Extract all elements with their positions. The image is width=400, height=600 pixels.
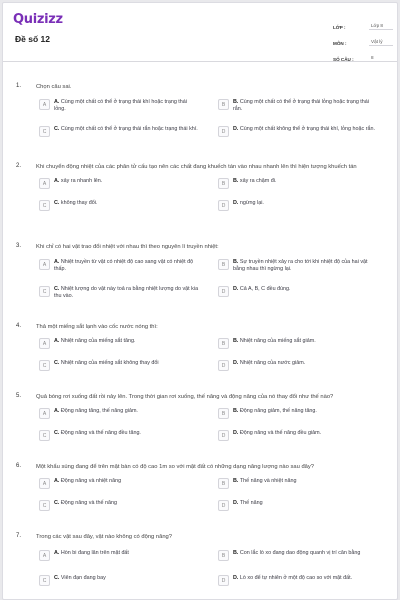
answer-option-b[interactable]	[218, 550, 378, 561]
option-text	[54, 500, 199, 507]
subject-label: MÔN :	[333, 41, 347, 46]
answer-option-a[interactable]	[39, 550, 199, 561]
question-text: Trong các vật sau đây, vật nào không có động năng?	[36, 534, 172, 540]
question-text: Chọn câu sai.	[36, 84, 72, 90]
option-text	[233, 478, 378, 485]
option-text	[233, 338, 378, 345]
option-letter-box: A	[39, 259, 50, 270]
option-key: C.	[54, 575, 60, 581]
option-text	[54, 338, 199, 345]
option-body: Cùng một chất không thể ở trạng thái khí, lỏng hoặc rắn.	[239, 126, 375, 132]
option-body: Cùng một chất có thể ở trạng thái rắn hoặc trạng thái khí.	[60, 126, 198, 132]
exam-title: Đề số 12	[15, 34, 50, 44]
answer-option-d[interactable]	[218, 500, 378, 511]
option-letter-box: B	[218, 550, 229, 561]
option-key: A.	[54, 478, 60, 484]
option-key: B.	[233, 550, 239, 556]
question-number: 7.	[16, 533, 22, 539]
answer-option-c[interactable]	[39, 360, 199, 371]
option-letter-box: B	[218, 259, 229, 270]
option-letter-box: D	[218, 286, 229, 297]
option-key: C.	[54, 200, 60, 206]
answer-option-d[interactable]	[218, 126, 378, 137]
question-text: Khi chỉ có hai vật trao đổi nhiệt với nhau thì theo nguyên lí truyền nhiệt:	[36, 244, 219, 250]
option-body: Nhiệt năng của miếng sắt giảm.	[239, 338, 316, 344]
option-key: C.	[54, 430, 60, 436]
option-letter-box: D	[218, 500, 229, 511]
answer-option-a[interactable]	[39, 178, 199, 189]
option-body: Động năng và thế năng	[60, 500, 117, 506]
option-body: không thay đổi.	[60, 200, 98, 206]
answer-option-c[interactable]	[39, 126, 199, 137]
option-body: Nhiệt năng của nước giảm.	[239, 360, 306, 366]
option-body: Động năng và thế năng đều tăng.	[60, 430, 141, 436]
answer-option-a[interactable]	[39, 478, 199, 489]
option-text	[54, 430, 199, 437]
option-text	[54, 286, 199, 301]
option-key: D.	[233, 500, 239, 506]
option-letter-box: C	[39, 575, 50, 586]
option-body: Nhiệt truyền từ vật có nhiệt độ cao sang vật có nhiệt độ thấp.	[54, 259, 194, 273]
option-key: B.	[233, 259, 239, 265]
answer-option-d[interactable]	[218, 430, 378, 441]
option-body: Thế năng và nhiệt năng	[239, 478, 297, 484]
question-text: Quả bóng rơi xuống đất rồi nảy lên. Trong thời gian rơi xuống, thế năng và động năng của nó thay đổi như thế nào?	[36, 394, 334, 400]
option-letter-box: D	[218, 360, 229, 371]
option-text	[54, 360, 199, 367]
option-letter-box: B	[218, 478, 229, 489]
question-count-row	[333, 48, 393, 62]
worksheet-header	[3, 3, 397, 61]
question-number: 6.	[16, 463, 22, 469]
question-count-label: SỐ CÂU :	[333, 57, 354, 62]
option-body: Con lắc lò xo đang dao động quanh vị trí cân bằng	[239, 550, 361, 556]
option-key: A.	[54, 338, 60, 344]
option-body: xảy ra chậm đi.	[239, 178, 277, 184]
answer-option-b[interactable]	[218, 99, 378, 114]
option-letter-box: B	[218, 338, 229, 349]
option-letter-box: C	[39, 500, 50, 511]
quizizz-logo: Quizizz	[13, 12, 63, 27]
option-text	[233, 259, 378, 274]
answer-option-d[interactable]	[218, 200, 378, 211]
question-text: Một khẩu súng đang để trên mặt bàn có độ cao 1m so với mặt đất có những dạng năng lượng nào sau đây?	[36, 464, 315, 470]
option-key: A.	[54, 178, 60, 184]
subject-row	[333, 32, 393, 46]
option-letter-box: A	[39, 99, 50, 110]
option-text	[54, 178, 199, 185]
question-number: 4.	[16, 323, 22, 329]
option-key: A.	[54, 259, 60, 265]
answer-option-d[interactable]	[218, 575, 378, 586]
question-text: Thả một miếng sắt lạnh vào cốc nước nóng thì:	[36, 324, 158, 330]
answer-option-a[interactable]	[39, 408, 199, 419]
option-key: D.	[233, 126, 239, 132]
option-text	[233, 286, 378, 293]
question-count-value: 8	[369, 55, 393, 62]
answer-option-b[interactable]	[218, 178, 378, 189]
option-text	[233, 408, 378, 415]
option-letter-box: A	[39, 478, 50, 489]
option-text	[233, 575, 378, 582]
option-text	[54, 99, 199, 114]
question-number: 2.	[16, 163, 22, 169]
option-key: C.	[54, 126, 60, 132]
option-letter-box: D	[218, 430, 229, 441]
option-letter-box: C	[39, 430, 50, 441]
option-key: C.	[54, 500, 60, 506]
option-text	[233, 550, 378, 557]
option-text	[233, 500, 378, 507]
question-number: 5.	[16, 393, 22, 399]
option-key: B.	[233, 178, 239, 184]
option-key: B.	[233, 99, 239, 105]
answer-option-c[interactable]	[39, 575, 199, 586]
answer-option-a[interactable]	[39, 259, 199, 274]
option-letter-box: D	[218, 126, 229, 137]
option-letter-box: A	[39, 550, 50, 561]
worksheet-page	[2, 2, 398, 600]
option-letter-box: B	[218, 178, 229, 189]
option-key: A.	[54, 99, 60, 105]
option-body: Động năng tăng, thế năng giảm.	[60, 408, 138, 414]
option-body: Lò xo để tự nhiên ở một độ cao so với mặt đất.	[239, 575, 353, 581]
option-text	[54, 550, 199, 557]
option-body: Động năng giảm, thế năng tăng.	[239, 408, 317, 414]
option-text	[54, 408, 199, 415]
option-key: C.	[54, 286, 60, 292]
option-text	[233, 99, 378, 114]
answer-option-a[interactable]	[39, 338, 199, 349]
option-letter-box: A	[39, 338, 50, 349]
option-key: B.	[233, 478, 239, 484]
answer-option-a[interactable]	[39, 99, 199, 114]
option-body: Cả A, B, C đều đúng.	[239, 286, 291, 292]
option-body: Nhiệt năng của miếng sắt không thay đổi	[60, 360, 159, 366]
option-body: ngừng lại.	[239, 200, 264, 206]
class-row	[333, 16, 393, 30]
option-letter-box: C	[39, 286, 50, 297]
question-number: 1.	[16, 83, 22, 89]
option-key: D.	[233, 286, 239, 292]
option-body: Nhiệt lượng do vật này toả ra bằng nhiệt lượng do vật kia thu vào.	[54, 286, 199, 300]
answer-option-b[interactable]	[218, 259, 378, 274]
option-key: A.	[54, 550, 60, 556]
answer-option-b[interactable]	[218, 478, 378, 489]
option-body: Thế năng	[239, 500, 263, 506]
answer-option-d[interactable]	[218, 360, 378, 371]
option-letter-box: A	[39, 408, 50, 419]
option-body: Cùng một chất có thể ở trạng thái lỏng hoặc trạng thái rắn.	[233, 99, 370, 113]
answer-option-b[interactable]	[218, 338, 378, 349]
answer-option-c[interactable]	[39, 200, 199, 211]
header-divider	[3, 61, 397, 62]
option-key: B.	[233, 408, 239, 414]
option-text	[54, 259, 199, 274]
question-number: 3.	[16, 243, 22, 249]
class-value: Lớp 8	[369, 23, 393, 30]
option-body: Sự truyền nhiệt xảy ra cho tới khi nhiệt độ của hai vật bằng nhau thì ngừng lại.	[233, 259, 368, 273]
option-key: D.	[233, 360, 239, 366]
answer-option-c[interactable]	[39, 430, 199, 441]
answer-option-d[interactable]	[218, 286, 378, 297]
option-letter-box: C	[39, 360, 50, 371]
answer-option-c[interactable]	[39, 500, 199, 511]
option-letter-box: A	[39, 178, 50, 189]
option-text	[54, 575, 199, 582]
option-text	[54, 200, 199, 207]
option-text	[233, 430, 378, 437]
option-text	[54, 126, 199, 133]
option-letter-box: B	[218, 99, 229, 110]
answer-option-b[interactable]	[218, 408, 378, 419]
option-body: xảy ra nhanh lên.	[60, 178, 103, 184]
option-key: B.	[233, 338, 239, 344]
option-text	[233, 178, 378, 185]
option-body: Viên đạn đang bay	[60, 575, 106, 581]
answer-option-c[interactable]	[39, 286, 199, 301]
subject-value: Vật lý	[369, 39, 393, 46]
option-key: C.	[54, 360, 60, 366]
option-letter-box: B	[218, 408, 229, 419]
info-panel	[333, 16, 393, 64]
question-text: Khi chuyển động nhiệt của các phân tử cấu tạo nên các chất đang khuếch tán vào nhau nhanh lên thì hiện tượng khuếch tán	[36, 164, 357, 170]
option-text	[54, 478, 199, 485]
option-key: D.	[233, 430, 239, 436]
option-body: Cùng một chất có thể ở trạng thái khí hoặc trạng thái lỏng.	[54, 99, 188, 113]
class-label: LỚP :	[333, 25, 346, 30]
option-letter-box: D	[218, 575, 229, 586]
option-key: A.	[54, 408, 60, 414]
option-text	[233, 360, 378, 367]
option-key: D.	[233, 200, 239, 206]
option-letter-box: C	[39, 126, 50, 137]
option-letter-box: C	[39, 200, 50, 211]
option-key: D.	[233, 575, 239, 581]
option-body: Động năng và nhiệt năng	[60, 478, 122, 484]
option-letter-box: D	[218, 200, 229, 211]
option-body: Động năng và thế năng đều giảm.	[239, 430, 322, 436]
option-text	[233, 126, 378, 133]
option-body: Nhiệt năng của miếng sắt tăng.	[60, 338, 136, 344]
option-body: Hòn bi đang lăn trên mặt đất	[60, 550, 129, 556]
option-text	[233, 200, 378, 207]
